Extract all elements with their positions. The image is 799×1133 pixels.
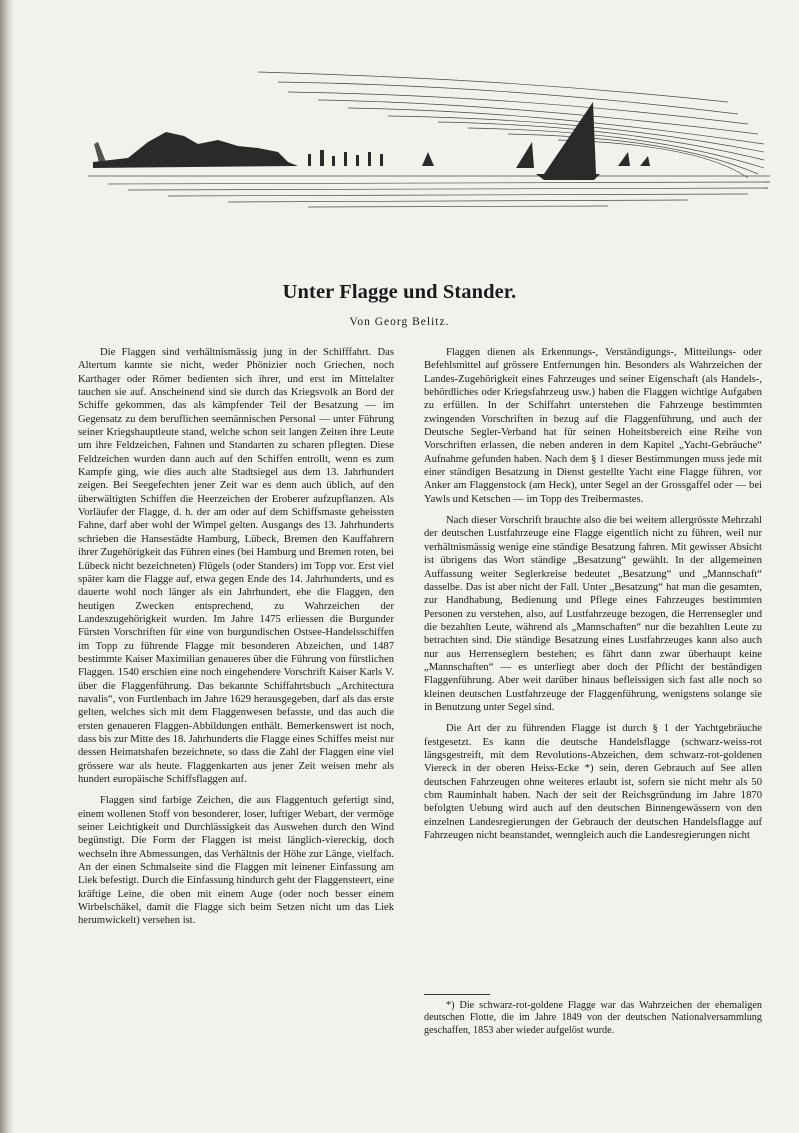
paragraph: Flaggen dienen als Erkennungs-, Verständigungs-, Mitteilungs- oder Befehlsmittel auf grössere Entfernungen hin. Besonders als Wahrzeichen der Landes-Zugehörigkeit eines Fahrzeuges und seiner Eigenschaft (als Handels-, behördliches oder Kriegsfahrzeug usw.) haben die Flaggen wichtige Aufgaben zu erfüllen. In der Schiffahrt unterstehen die Fahrzeuge bestimmten zwingenden Vorschriften in bezug auf die Flaggenführung, und auch der Deutsche Segler-Verband hat für seinen Hoheitsbereich eine Reihe von Vorschriften erlassen, die neben anderen in dem Kapitel „Yacht-Gebräuche“ Aufnahme gefunden haben. Nach dem § 1 dieser Bestimmungen muss jede mit einer ständigen Besatzung in Dienst gestellte Yacht eine Flagge führen, vor Anker am Flaggenstock (am Heck), unter Segel an der Grossgaffel oder — bei Yawls und Ketschen — im Topp des Treibermastes.	[424, 347, 762, 505]
paragraph: Nach dieser Vorschrift brauchte also die bei weitem allergrösste Mehrzahl der deutschen Lustfahrzeuge eine Flagge eigentlich nicht zu führen, weil nur verhältnismässig wenige eine ständige Besatzung fahren. Mit gewisser Absicht ist übrigens das Wort ständige „Besatzung“ gewählt. In der allgemeinen Auffassung weiter Seglerkreise bedeutet „Besatzung“ und „Mannschaft“ dasselbe. Das ist aber nicht der Fall. Unter „Besatzung“ hat man die gesamten, zur Handhabung, Bedienung und Pflege eines Fahrzeuges bestimmten Personen zu verstehen, also, auf Lustfahrzeuge bezogen, die Herrensegler und die bezahlten Leute, während als „Mannschaften“ nur die bezahlten Leute zu betrachten sind. Die ständige Besatzung eines Lustfahrzeuges kann also auch nur aus Herrenseglern bestehen; es fährt dann zwar überhaupt keine „Mannschaften“ — es unterliegt aber doch der Pflicht der beständigen Flaggenführung. Aber weit darüber hinaus befleissigen sich fast alle noch so kleinen deutschen Lustfahrzeuge der Flaggenführung, wenigstens solange sie in Benutzung unter Segel sind.	[424, 515, 762, 713]
article-title: Unter Flagge und Stander.	[282, 281, 517, 303]
footnote: *) Die schwarz-rot-goldene Flagge war das Wahrzeichen der ehemaligen deutschen Flotte, die im Jahre 1849 von der deutschen Nationalversammlung geschaffen, 1853 aber wieder aufgelöst wurde.	[424, 1000, 762, 1036]
paragraph: Die Flaggen sind verhältnismässig jung in der Schifffahrt. Das Altertum kannte sie nicht, weder Phönizier noch Griechen, noch Karthager oder Römer bedienten sich ihrer, und erst im Mittelalter tauchen sie auf. Anscheinend sind sie durch das Kriegsvolk an Bord der Schiffe gekommen, das als kämpfender Teil der Besatzung — im Gegensatz zu dem beruflichen seemännischen Personal — unter Führung seiner Kriegshauptleute stand, welche schon seit langen Zeiten ihre Leute um ihre Feldzeichen, Fahnen und Standarten zu scharen pflegten. Diese Feldzeichen wurden dann auch auf den Schiffen entrollt, wenn es zum Kampfe ging, wie dies auch alte Stadtsiegel aus dem 13. Jahrhundert zeigen. Bei Seegefechten jener Zeit war es denn auch üblich, auf den überwältigten Schiffen die Heerzeichen der Eroberer aufzupflanzen. Als Vorläufer der Flagge, d. h. der am oder auf dem Schiffsmaste geheissten Fahne, darf aber wohl der Wimpel gelten. Ausgangs des 13. Jahrhunderts schrieben die Hansestädte Hamburg, Lübeck, Bremen den Kauffahrern ihrer Zugehörigkeit das Führen eines (bei Hamburg und Bremen roten, bei Lübeck nicht bezeichneten) Flügels (oder Standers) im Topp vor. Erst viel später kam die Flagge auf, etwa gegen Ende des 14. Jahrhunderts, und es dauerte wohl noch länger als ein Jahrhundert, ehe die Flaggen, den heutigen Zwecken entsprechend, zu Wahrzeichen der Landeszugehörigkeit wurden. Im Jahre 1475 erliessen die Burgunder Fürsten Vorschriften für eine von burgundischen Ostsee-Handelsschiffen im Topp zu führende Flagge mit besonderen Abzeichen, und 1487 bestimmte Kaiser Maximilian genaueres über die Führung von fürstlichen Flaggen. 1540 erschien eine noch eingehendere Vorschrift Kaiser Karls V. über die Flaggenführung. Das bekannte Schiffahrtsbuch „Architectura navalis“, von Furtlenbach im Jahre 1629 herausgegeben, darf als das erste gelten, welches sich mit dem Flaggenwesen befasste, und das auch die ersten genaueren Flaggen-Abbildungen enthält. Bemerkenswert ist noch, dass bis zur Mitte des 18. Jahrhunderts die Flagge eines Schiffes meist nur dessen Heimatshafen bezeichnete, so dass die Zahl der Flaggen eine viel grössere war als heute. Flaggenkarten aus jener Zeit weisen mehr als hundert europäische Schiffsflaggen auf.	[78, 347, 394, 785]
binding-gutter	[0, 0, 14, 1133]
coastal-sailboats-engraving-icon	[88, 62, 770, 212]
article-byline: Von Georg Belitz.	[349, 316, 450, 328]
paragraph: Flaggen sind farbige Zeichen, die aus Flaggentuch gefertigt sind, einem wollenen Stoff von besonderer, loser, luftiger Webart, der vermöge seiner Leichtigkeit und Durchlässigkeit das Auswehen durch den Wind begünstigt. Die Form der Flaggen ist meist länglich-viereckig, doch wechseln ihre Abmessungen, das Verhältnis der Höhe zur Länge, vielfach. An der einen Schmalseite sind die Flaggen mit leinener Einfassung am Liek befestigt. Durch die Einfassung hindurch geht der Flaggensteert, eine kräftige Leine, die oben mit einem Auge (oder noch besser einem Wirbelschäkel, damit die Flagge sich beim Setzen nicht um das Liek herumwickelt) versehen ist.	[78, 795, 394, 927]
paragraph: Die Art der zu führenden Flagge ist durch § 1 der Yachtgebräuche festgesetzt. Es kann die deutsche Handelsflagge (schwarz-weiss-rot längsgestreift, mit dem Revolutions-Abzeichen, dem schwarz-rot-goldenen Viereck in der oberen Heiss-Ecke *) sein, deren Gebrauch auf See allen deutschen Fahrzeugen ohne weiteres erlaubt ist, sofern sie nicht mehr als 50 cbm Rauminhalt haben. Nach der seit der Reichsgründung im Jahre 1870 befolgten Uebung wird auch auf den deutschen Binnengewässern von den einzelnen Landesregierungen der Gebrauch der deutschen Handelsflagge auf Fahrzeugen nicht beanstandet, wenngleich auch die Landesregierungen nicht	[424, 723, 762, 842]
right-text-column	[424, 346, 762, 842]
footnote-divider	[424, 994, 490, 995]
left-text-column	[78, 346, 394, 928]
